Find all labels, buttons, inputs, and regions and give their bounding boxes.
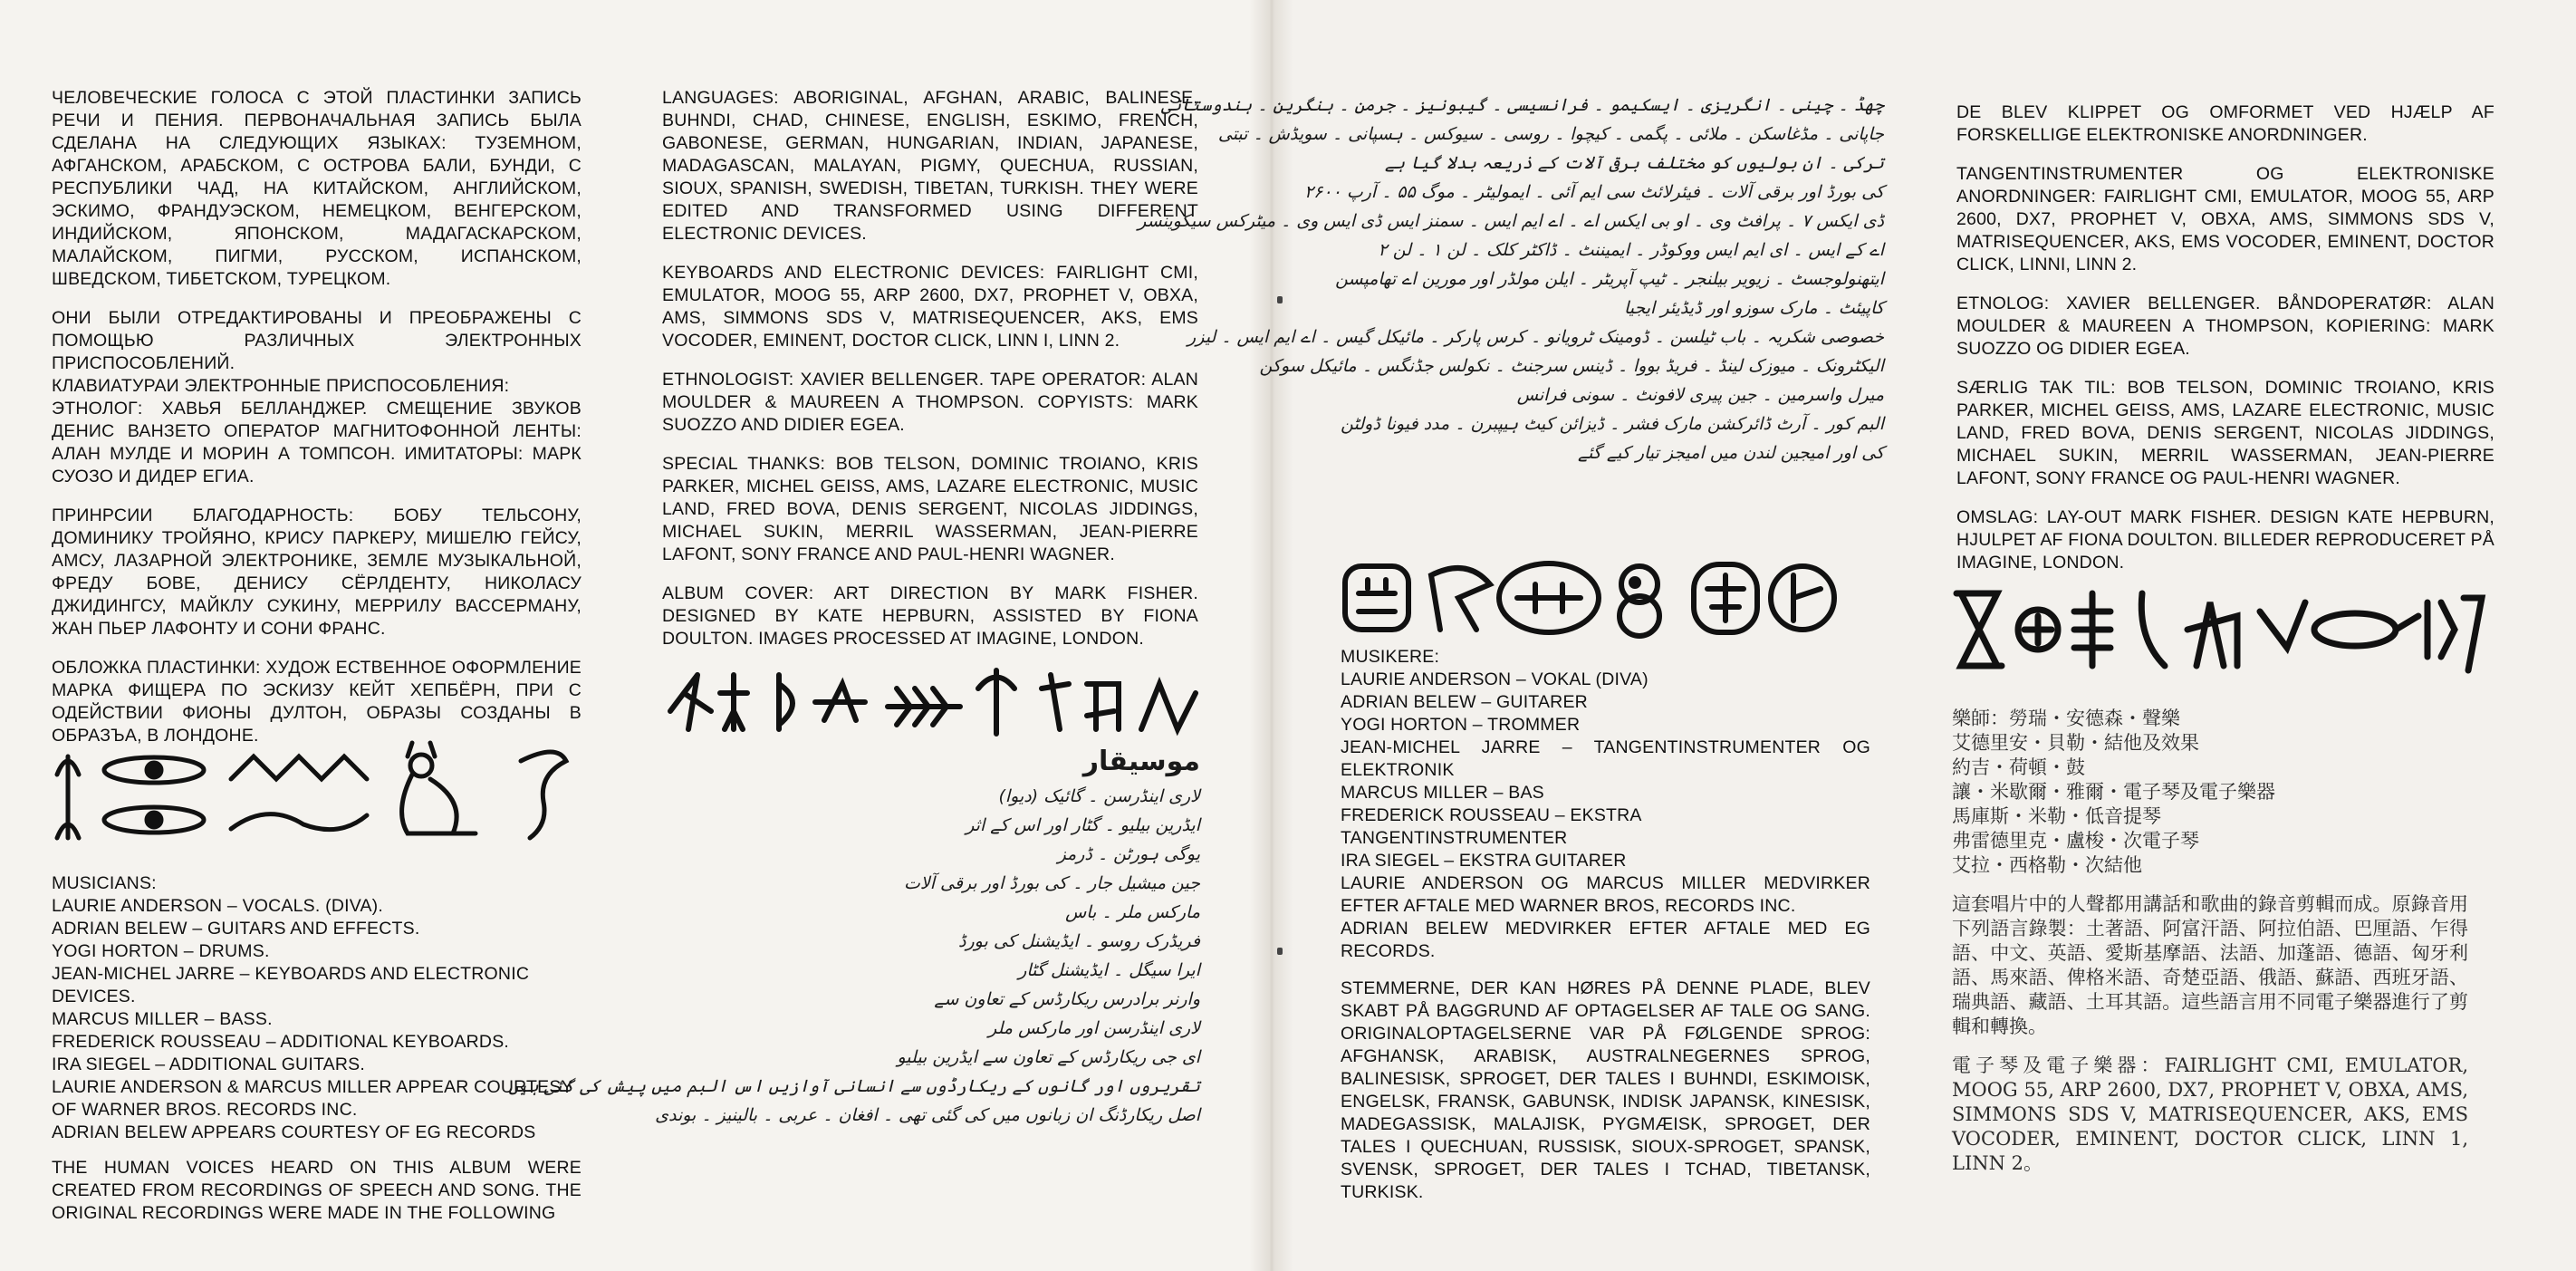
urdu-line: کی اور امیجین لندن میں امیجز تیار کیے گئے: [1577, 443, 1884, 463]
chinese-line: 樂師：勞瑞・安德森・聲樂: [1952, 708, 2180, 729]
urdu-musicians-heading: موسیقار: [1082, 746, 1200, 777]
musikere-heading: MUSIKERE:: [1341, 647, 1440, 667]
musician-line: LAURIE ANDERSON & MARCUS MILLER APPEAR COURTESY OF WARNER BROS. RECORDS INC.: [52, 1077, 573, 1120]
chinese-block: [1952, 707, 2468, 1190]
english-credits-column: [662, 87, 1198, 667]
chinese-line: 讓・米歇爾・雅爾・電子琴及電子樂器: [1952, 781, 2275, 803]
urdu-line: تقریروں اور گانوں کے ریکارڈوں سے انسانی آوازیں اس البم میں پیش کی گئی ہیں: [508, 1076, 1200, 1096]
russian-english-column: [52, 87, 582, 1241]
danish-cover-paragraph: OMSLAG: LAY-OUT MARK FISHER. DESIGN KATE HEPBURN, HJULPET AF FIONA DOULTON. BILLEDER REPRODUCERET PÅ IMAGINE, LONDON.: [1956, 507, 2494, 573]
urdu-line: خصوصی شکریہ ۔ باب ٹیلسن ۔ ڈومینک ٹرویانو ۔ کرس پارکر ۔ مائیکل گیس ۔ اے ایم ایس ۔ لیزر: [1187, 327, 1884, 347]
chinese-line: 艾拉・西格勒・次結他: [1952, 854, 2142, 876]
musician-line: ADRIAN BELEW – GUITARS AND EFFECTS.: [52, 919, 420, 939]
musiker-line: ADRIAN BELEW MEDVIRKER EFTER AFTALE MED EG RECORDS.: [1341, 919, 1870, 961]
chinese-line: 約吉・荷頓・鼓: [1952, 756, 2085, 778]
urdu-line: میرل واسرمین ۔ جین پیری لافونٹ ۔ سونی فرانس: [1516, 385, 1884, 405]
danish-ethnolog-paragraph: ETNOLOG: XAVIER BELLENGER. BÅNDOPERATØR: ALAN MOULDER & MAUREEN A THOMPSON, KOPIERING: MARK SUOZZO OG DIDIER EGEA.: [1956, 294, 2494, 359]
chinese-musicians: [1952, 707, 2468, 878]
chinese-line: 弗雷德里克・盧梭・次電子琴: [1952, 830, 2199, 852]
musiker-line: MARCUS MILLER – BAS: [1341, 783, 1544, 803]
cover-paragraph: ALBUM COVER: ART DIRECTION BY MARK FISHER. DESIGNED BY KATE HEPBURN, ASSISTED BY FIONA DOULTON. IMAGES PROCESSED AT IMAGINE, LONDON.: [662, 583, 1198, 649]
urdu-line: ایتھنولوجسٹ ۔ زیویر بیلنجر ۔ ٹیپ آپریٹر ۔ ایلن مولڈر اور مورین اے تھامپسن: [1335, 269, 1884, 289]
chinese-line: 艾德里安・貝勒・結他及效果: [1952, 732, 2199, 754]
urdu-line: چھڈ ۔ چینی ۔ انگریزی ۔ ایسکیمو ۔ فرانسیسی ۔ گیبونیز ۔ جرمن ۔ ہنگرین ۔ ہندوستانی: [1161, 95, 1884, 115]
russian-keyboards-paragraph: КЛАВИАТУРАИ ЭЛЕКТРОННЫЕ ПРИСПОСОБЛЕНИЯ:: [52, 376, 510, 396]
urdu-line: اے کے ایس ۔ ای ایم ایس ووکوڈر ۔ ایمیننٹ ۔ ڈاکٹر کلک ۔ لن ۱ ۔ لن ۲: [1378, 240, 1884, 260]
musician-line: ADRIAN BELEW APPEARS COURTESY OF EG RECORDS: [52, 1122, 536, 1142]
musician-line: MARCUS MILLER – BASS.: [52, 1009, 273, 1029]
musician-line: YOGI HORTON – DRUMS.: [52, 941, 270, 961]
urdu-line: لاری اینڈرسن ۔ گائیک (دیوا): [998, 786, 1200, 806]
hieroglyph-strip-icon: [50, 738, 593, 847]
urdu-line: فریڈرک روسو ۔ ایڈیشنل کی بورڈ: [958, 931, 1200, 951]
danish-voices-paragraph: STEMMERNE, DER KAN HØRES PÅ DENNE PLADE, BLEV SKABT PÅ BAGGRUND AF OPTAGELSER AF TALE OG SANG. ORIGINALOPTAGELSERNE VAR PÅ FØLGENDE SPROG: AFGHANSK, ARABISK, AUSTRALNEGERNES SPROG, BALINESISK, SPROGET, DER TALES I BUHNDI, ESKIMOISK, ENGELSK, FRANSK, GABUNSK, INDISK JAPANSK, KINESISK, MADEGASSISK, MALAJISK, PYGMÆISK, SPROGET, DER TALES I QUECHUAN, RUSSISK, SIOUX-SPROGET, SPANSK, SVENSK, SPROGET, DER TALES I TCHAD, TIBETANSK, TURKISK.: [1341, 978, 1870, 1202]
urdu-line: الیکٹرونک ۔ میوزک لینڈ ۔ فریڈ بووا ۔ ڈینس سرجنٹ ۔ نکولس جڈنگس ۔ مائیکل سوکن: [1259, 356, 1884, 376]
danish-intro-paragraph: DE BLEV KLIPPET OG OMFORMET VED HJÆLP AF FORSKELLIGE ELEKTRONISKE ANORDNINGER.: [1956, 102, 2494, 145]
musiker-line: LAURIE ANDERSON – VOKAL (DIVA): [1341, 669, 1648, 689]
english-voices-paragraph: THE HUMAN VOICES HEARD ON THIS ALBUM WERE CREATED FROM RECORDINGS OF SPEECH AND SONG. THE ORIGINAL RECORDINGS WERE MADE IN THE FOLLOWING: [52, 1158, 582, 1223]
urdu-line: لاری اینڈرسن اور مارکس ملر: [988, 1018, 1200, 1038]
urdu-line: البم کور ۔ آرٹ ڈائرکشن مارک فشر ۔ ڈیزائن کیٹ ہیپبرن ۔ مدد فیونا ڈولٹن: [1341, 414, 1884, 434]
urdu-line: جین میشیل جار ۔ کی بورڈ اور برقی آلات: [903, 873, 1200, 893]
urdu-line: مارکس ملر ۔ باس: [1065, 902, 1200, 922]
chinese-keyboards-paragraph: 電子琴及電子樂器：FAIRLIGHT CMI, EMULATOR, MOOG 55, ARP 2600, DX7, PROPHET V, OBXA, AMS, SIMMONS SDS V, MATRISEQUENCER, AKS, EMS VOCODER, EMINENT, DOCTOR CLICK, LINN 1, LINN 2。: [1952, 1054, 2468, 1174]
ancient-script-strip-icon: [1947, 575, 2491, 684]
russian-cover-paragraph: ОБЛОЖКА ПЛАСТИНКИ: ХУДОЖ ЕСТВЕННОЕ ОФОРМЛЕНИЕ МАРКА ФИЩЕРА ПО ЭСКИЗУ КЕЙТ ХЕПБЁРН, ПРИ С ОДЕЙСТВИИ ФИОНЫ ДУЛТОН, ОБРАЗЫ СОЗДАНЫ В ОБРАЗЪА, В ЛОНДОНЕ.: [52, 658, 582, 746]
russian-ethnologist-paragraph: ЭТНОЛОГ: ХАВЬЯ БЕЛЛАНДЖЕР. СМЕЩЕНИЕ ЗВУКОВ ДЕНИС ВАНЗЕТО ОПЕРАТОР МАГНИТОФОННОЙ ЛЕНТЫ: АЛАН МУЛДЕ И МОРИН А ТОМПСОН. ИМИТАТОРЫ: МАРК СУОЗО И ДИДЕР ЕГИА.: [52, 399, 582, 486]
urdu-line: وارنر برادرس ریکارڈس کے تعاون سے: [934, 989, 1200, 1009]
musicians-heading: MUSICIANS:: [52, 873, 157, 893]
urdu-line: کی بورڈ اور برقی آلات ۔ فیئرلائٹ سی ایم آئی ۔ ایمولیٹر ۔ موگ ۵۵ ۔ آرپ ۲۶۰۰: [1303, 182, 1884, 202]
musician-line: FREDERICK ROUSSEAU – ADDITIONAL KEYBOARDS.: [52, 1032, 510, 1052]
urdu-line: ترکی ۔ ان بولیوں کو مختلف برقی آلات کے ذریعہ بدلا گیا ہے: [1384, 153, 1884, 173]
urdu-credits-block: [1138, 91, 1884, 467]
danish-musicians-column: [1341, 646, 1870, 1220]
musiker-line: LAURIE ANDERSON OG MARCUS MILLER MEDVIRKER EFTER AFTALE MED WARNER BROS, RECORDS INC.: [1341, 873, 1870, 916]
staple: [1277, 948, 1283, 955]
musiker-line: YOGI HORTON – TROMMER: [1341, 715, 1581, 735]
urdu-musicians-block: [508, 746, 1200, 1130]
danish-credits-column: [1956, 101, 2494, 591]
urdu-line: جاپانی ۔ مڈغاسکن ۔ ملائی ۔ پگمی ۔ کیچوا ۔ روسی ۔ سیوکس ۔ ہسپانی ۔ سویڈش ۔ تبتی: [1217, 124, 1884, 144]
stick-figure-strip-icon: [661, 657, 1205, 738]
ethnologist-paragraph: ETHNOLOGIST: XAVIER BELLENGER. TAPE OPERATOR: ALAN MOULDER & MAUREEN A THOMPSON. COPYISTS: MARK SUOZZO AND DIDIER EGEA.: [662, 370, 1198, 435]
mask-faces-strip-icon: [1341, 557, 1884, 639]
urdu-line: ایرا سیگل ۔ ایڈیشنل گٹار: [1018, 960, 1200, 980]
chinese-voices-paragraph: 這套唱片中的人聲都用講話和歌曲的錄音剪輯而成。原錄音用下列語言錄製：土著語、阿富汗語、阿拉伯語、巴厘語、乍得語、中文、英語、愛斯基摩語、法語、加蓬語、德語、匈牙利語、馬來語、俾格米語、奇楚亞語、俄語、蘇語、西班牙語、瑞典語、藏語、土耳其語。這些語言用不同電子樂器進行了剪輯和轉換。: [1952, 893, 2468, 1037]
danish-thanks-paragraph: SÆRLIG TAK TIL: BOB TELSON, DOMINIC TROIANO, KRIS PARKER, MICHEL GEISS, AMS, LAZARE ELECTRONIC, MUSIC LAND, FRED BOVA, DENIS SERGENT, NICOLAS JIDDINGS, MICHAEL SUKIN, MERRIL WASSERMAN, JEAN-PIERRE LAFONT, SONY FRANCE OG PAUL-HENRI WAGNER.: [1956, 378, 2494, 488]
russian-voices-paragraph: ЧЕЛОВЕЧЕСКИЕ ГОЛОСА С ЭТОЙ ПЛАСТИНКИ ЗАПИСЬ РЕЧИ И ПЕНИЯ. ПЕРВОНАЧАЛЬНАЯ ЗАПИСЬ БЫЛА СДЕЛАНА НА СЛЕДУЮЩИХ ЯЗЫКАХ: ТУЗЕМНОМ, АФГАНСКОМ, АРАБСКОМ, С ОСТРОВА БАЛИ, БУНДИ, С РЕСПУБЛИКИ ЧАД, НА КИТАЙСКОМ, АНГЛИЙСКОМ, ЭСКИМО, ФРАНДУЭСКОМ, НЕМЕЦКОМ, ВЕНГЕРСКОМ, ИНДИЙСКОМ, ЯПОНСКОМ, МАДАГАСКАРСКОМ, МАЛАЙСКОМ, ПИГМИ, РУССКОМ, ИСПАНСКОМ, ШВЕДСКОМ, ТИБЕТСКОМ, ТУРЕЦКОМ.: [52, 88, 582, 289]
musiker-line: IRA SIEGEL – EKSTRA GUITARER: [1341, 851, 1627, 871]
musician-line: IRA SIEGEL – ADDITIONAL GUITARS.: [52, 1054, 365, 1074]
musiker-line: FREDERICK ROUSSEAU – EKSTRA TANGENTINSTRUMENTER: [1341, 805, 1641, 848]
urdu-line: ایڈرین بیلیو ۔ گٹار اور اس کے اثر: [966, 815, 1200, 835]
russian-thanks-paragraph: ПРИНРСИИ БЛАГОДАРНОСТЬ: БОБУ ТЕЛЬСОНУ, ДОМИНИКУ ТРОЙЯНО, КРИСУ ПАРКЕРУ, МИШЕЛЮ ГЕЙСУ, АМСУ, ЛАЗАРНОЙ ЭЛЕКТРОНИКЕ, ЗЕМЛЕ МУЗЫКАЛЬНОЙ, ФРЕДУ БОВЕ, ДЕНИСУ СЁРЛДЕНТУ, НИКОЛАСУ ДЖИДИНГСУ, МАЙКЛУ СУКИНУ, МЕРРИЛУ ВАССЕРМАНУ, ЖАН ПЬЕР ЛАФОНТУ И СОНИ ФРАНС.: [52, 506, 582, 639]
urdu-line: کاپیئٹ ۔ مارک سوزو اور ڈیڈیئر ایجیا: [1623, 298, 1884, 318]
musician-line: LAURIE ANDERSON – VOCALS. (DIVA).: [52, 896, 383, 916]
staple: [1277, 296, 1283, 303]
keyboards-paragraph: KEYBOARDS AND ELECTRONIC DEVICES: FAIRLIGHT CMI, EMULATOR, MOOG 55, ARP 2600, DX7, PROPHET V, OBXA, AMS, SIMMONS SDS V, MATRISEQUENCER, AKS, EMS VOCODER, EMINENT, DOCTOR CLICK, LINN I, LINN 2.: [662, 263, 1198, 351]
urdu-line: اصل ریکارڈنگ ان زبانوں میں کی گئی تھی ۔ افغان ۔ عربی ۔ بالینیز ۔ بوندی: [655, 1105, 1200, 1125]
chinese-line: 馬庫斯・米勒・低音提琴: [1952, 805, 2161, 827]
urdu-line: ڈی ایکس ۷ ۔ پرافٹ وی ۔ او بی ایکس اے ۔ اے ایم ایس ۔ سمنز ایس ڈی ایس وی ۔ میٹرکس سیکوینسر: [1138, 211, 1884, 231]
musiker-line: JEAN-MICHEL JARRE – TANGENTINSTRUMENTER OG ELEKTRONIK: [1341, 737, 1870, 780]
russian-edited-paragraph: ОНИ БЫЛИ ОТРЕДАКТИРОВАНЫ И ПРЕОБРАЖЕНЫ С ПОМОЩЬЮ РАЗЛИЧНЫХ ЭЛЕКТРОННЫХ ПРИСПОСОБЛЕНИЙ.: [52, 308, 582, 373]
booklet-fold: [1250, 0, 1293, 1271]
danish-keyboards-paragraph: TANGENTINSTRUMENTER OG ELEKTRONISKE ANORDNINGER: FAIRLIGHT CMI, EMULATOR, MOOG 55, ARP 2600, DX7, PROPHET V, OBXA, AMS, SIMMONS SDS V, MATRISEQUENCER, AKS, EMS VOCODER, EMINENT, DOCTOR CLICK, LINNI, LINN 2.: [1956, 164, 2494, 274]
musician-line: JEAN-MICHEL JARRE – KEYBOARDS AND ELECTRONIC DEVICES.: [52, 964, 530, 1006]
urdu-line: یوگی ہورٹن ۔ ڈرمز: [1057, 844, 1200, 864]
languages-paragraph: LANGUAGES: ABORIGINAL, AFGHAN, ARABIC, BALINESE, BUHNDI, CHAD, CHINESE, ENGLISH, ESKIMO, FRENCH, GABONESE, GERMAN, HUNGARIAN, INDIAN, JAPANESE, MADAGASCAN, MALAYAN, PIGMY, QUECHUA, RUSSIAN, SIOUX, SPANISH, SWEDISH, TIBETAN, TURKISH. THEY WERE EDITED AND TRANSFORMED USING DIFFERENT ELECTRONIC DEVICES.: [662, 88, 1198, 244]
thanks-paragraph: SPECIAL THANKS: BOB TELSON, DOMINIC TROIANO, KRIS PARKER, MICHEL GEISS, AMS, LAZARE ELECTRONIC, MUSIC LAND, FRED BOVA, DENIS SERGENT, NICOLAS JIDDINGS, MICHAEL SUKIN, MERRIL WASSERMAN, JEAN-PIERRE LAFONT, SONY FRANCE AND PAUL-HENRI WAGNER.: [662, 454, 1198, 564]
urdu-line: ای جی ریکارڈس کے تعاون سے ایڈرین بیلیو: [897, 1047, 1200, 1067]
musiker-line: ADRIAN BELEW – GUITARER: [1341, 692, 1588, 712]
